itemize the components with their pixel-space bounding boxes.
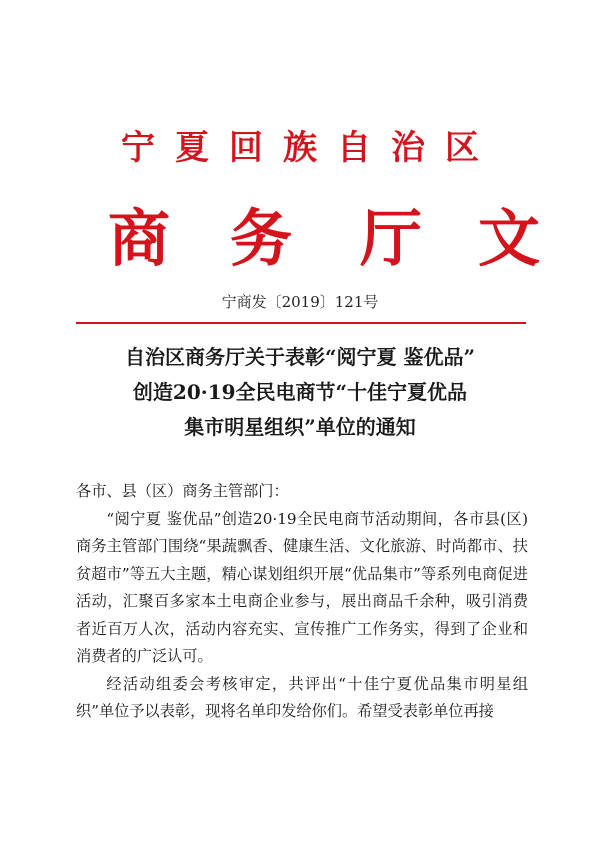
title-line: 自治区商务厅关于表彰“阅宁夏 鉴优品” bbox=[125, 345, 475, 369]
notice-body bbox=[76, 478, 528, 726]
document-type-heading bbox=[0, 204, 600, 274]
title-line: 集市明星组织”单位的通知 bbox=[184, 415, 416, 439]
body-paragraph: “阅宁夏 鉴优品”创造20·19全民电商节活动期间，各市县(区)商务主管部门围绕“果蔬飘香、健康生活、文化旅游、时尚都市、扶贫超市”等五大主题，精心谋划组织开展“优品集市”等系列电商促进活动，汇聚百多家本土电商企业参与，展出商品千余种，吸引消费者近百万人次，活动内容充实、宣传推广工作务实，得到了企业和消费者的广泛认可。 bbox=[76, 509, 528, 665]
notice-title bbox=[60, 340, 540, 445]
red-divider bbox=[76, 322, 526, 324]
issuing-organization: 宁夏回族自治区 bbox=[121, 128, 499, 168]
body-paragraph: 经活动组委会考核审定，共评出“十佳宁夏优品集市明星组织”单位予以表彰，现将名单印发给你们。希望受表彰单位再接 bbox=[76, 674, 528, 720]
heading-char-shang: 商 bbox=[108, 202, 171, 275]
title-line: 创造20·19全民电商节“十佳宁夏优品 bbox=[132, 380, 468, 404]
heading-char-wu: 务 bbox=[230, 202, 293, 275]
heading-char-wen: 文 bbox=[478, 202, 541, 275]
heading-char-ting: 厅 bbox=[360, 202, 423, 275]
salutation: 各市、县（区）商务主管部门： bbox=[76, 482, 289, 500]
document-number: 宁商发〔2019〕121号 bbox=[221, 293, 379, 311]
